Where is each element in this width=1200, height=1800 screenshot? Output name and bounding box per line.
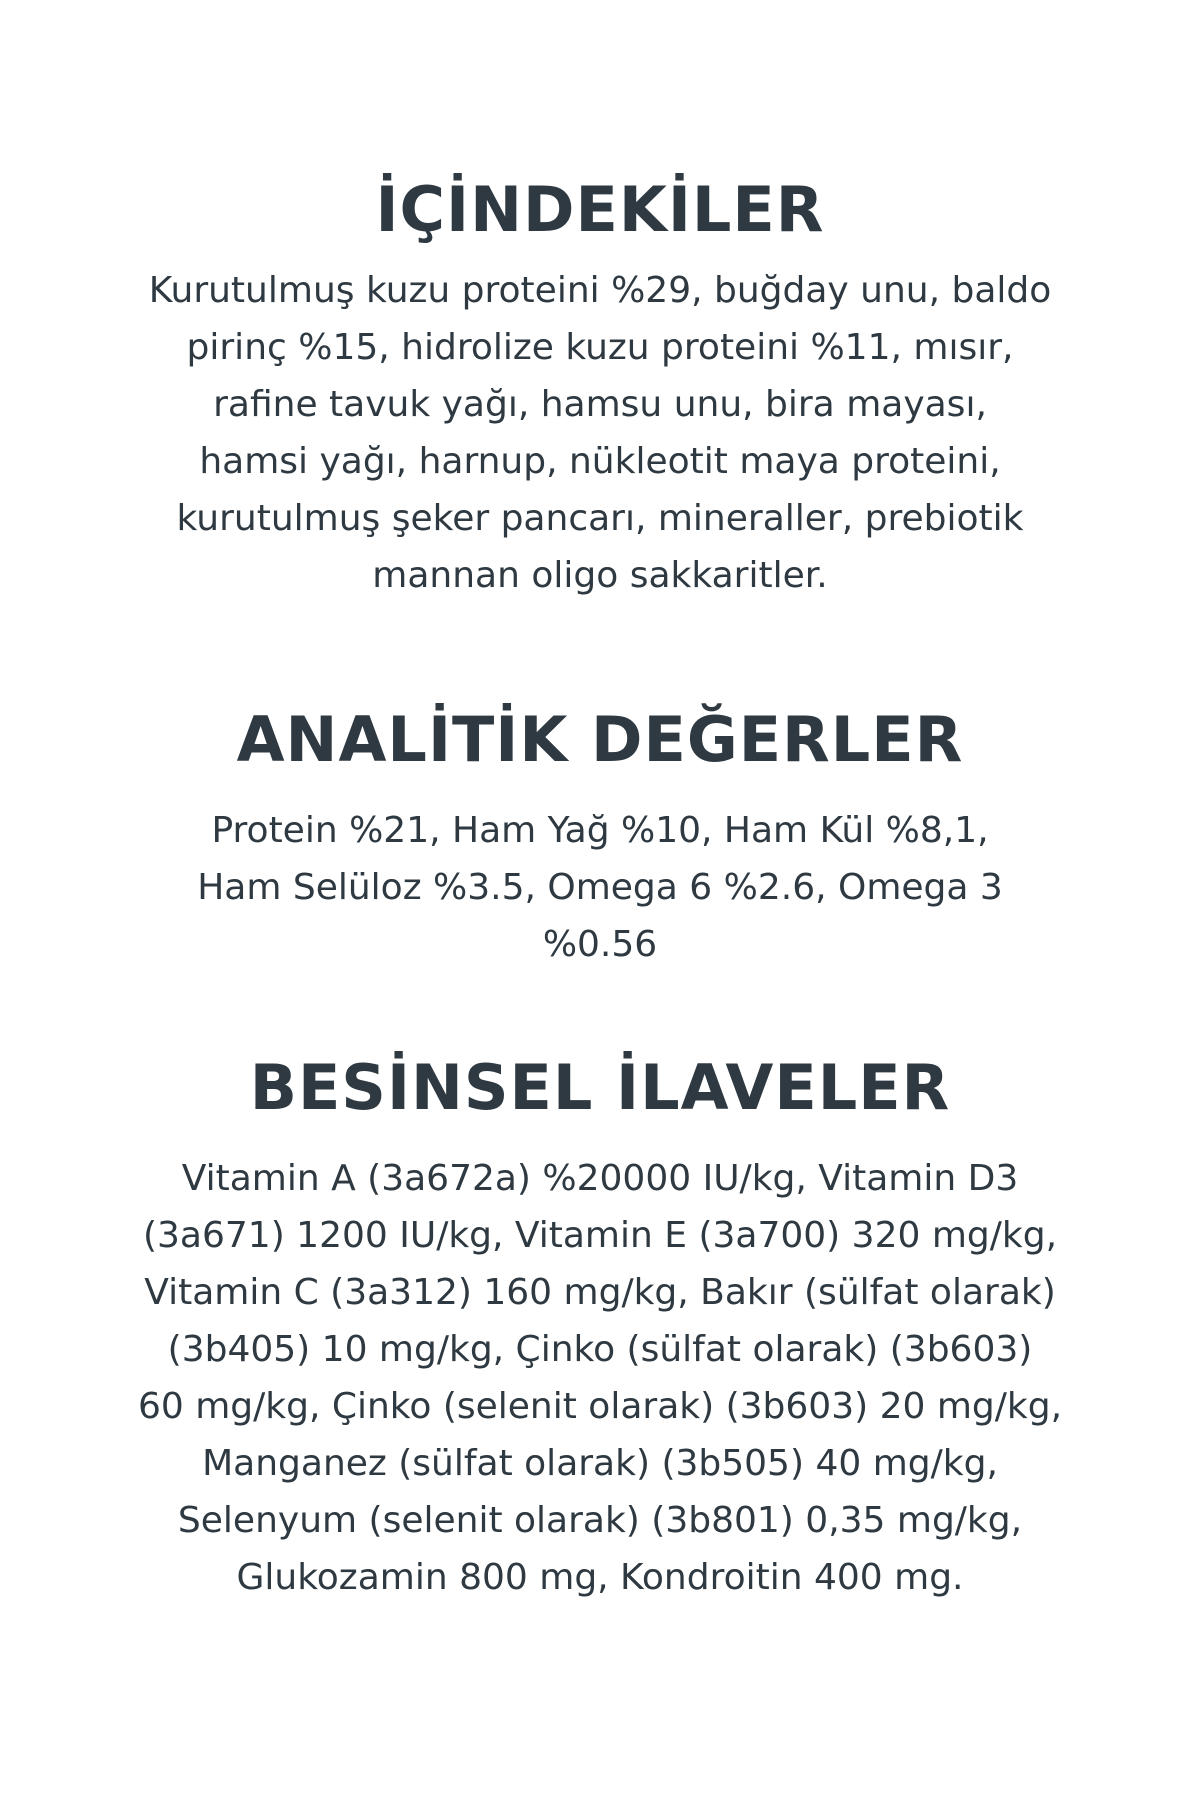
ingredients-heading: İÇİNDEKİLER — [375, 173, 825, 246]
nutritional-additives-line: Selenyum (selenit olarak) (3b801) 0,35 mg/kg, — [177, 1500, 1023, 1541]
analytic-values-line: Protein %21, Ham Yağ %10, Ham Kül %8,1, — [211, 810, 989, 851]
nutritional-additives-heading: BESİNSEL İLAVELER — [249, 1051, 951, 1124]
ingredients-line: mannan oligo sakkaritler. — [372, 555, 828, 596]
nutritional-additives-line: Manganez (sülfat olarak) (3b505) 40 mg/kg, — [202, 1443, 998, 1484]
ingredients-line: rafine tavuk yağı, hamsu unu, bira mayası, — [213, 384, 987, 425]
ingredients-section — [0, 170, 1200, 604]
nutritional-additives-section — [0, 1048, 1200, 1606]
ingredients-text — [0, 262, 1200, 604]
analytic-values-heading: ANALİTİK DEĞERLER — [236, 703, 964, 776]
ingredients-line: hamsi yağı, harnup, nükleotit maya proteini, — [199, 441, 1001, 482]
ingredients-line: kurutulmuş şeker pancarı, mineraller, prebiotik — [176, 498, 1024, 539]
ingredients-line: Kurutulmuş kuzu proteini %29, buğday unu, baldo — [148, 270, 1052, 311]
nutritional-additives-text — [0, 1150, 1200, 1606]
analytic-values-line: %0.56 — [542, 924, 658, 965]
analytic-values-section — [0, 700, 1200, 973]
nutritional-additives-line: Vitamin C (3a312) 160 mg/kg, Bakır (sülfat olarak) — [144, 1272, 1056, 1313]
nutritional-additives-line: (3b405) 10 mg/kg, Çinko (sülfat olarak) (3b603) — [167, 1329, 1033, 1370]
nutritional-additives-line: (3a671) 1200 IU/kg, Vitamin E (3a700) 320 mg/kg, — [142, 1215, 1058, 1256]
nutritional-additives-line: 60 mg/kg, Çinko (selenit olarak) (3b603) 20 mg/kg, — [137, 1386, 1063, 1427]
nutritional-additives-line: Vitamin A (3a672a) %20000 IU/kg, Vitamin D3 — [181, 1158, 1019, 1199]
analytic-values-line: Ham Selüloz %3.5, Omega 6 %2.6, Omega 3 — [197, 867, 1003, 908]
ingredients-line: pirinç %15, hidrolize kuzu proteini %11, mısır, — [186, 327, 1014, 368]
nutritional-additives-line: Glukozamin 800 mg, Kondroitin 400 mg. — [236, 1557, 964, 1598]
analytic-values-text — [0, 802, 1200, 973]
